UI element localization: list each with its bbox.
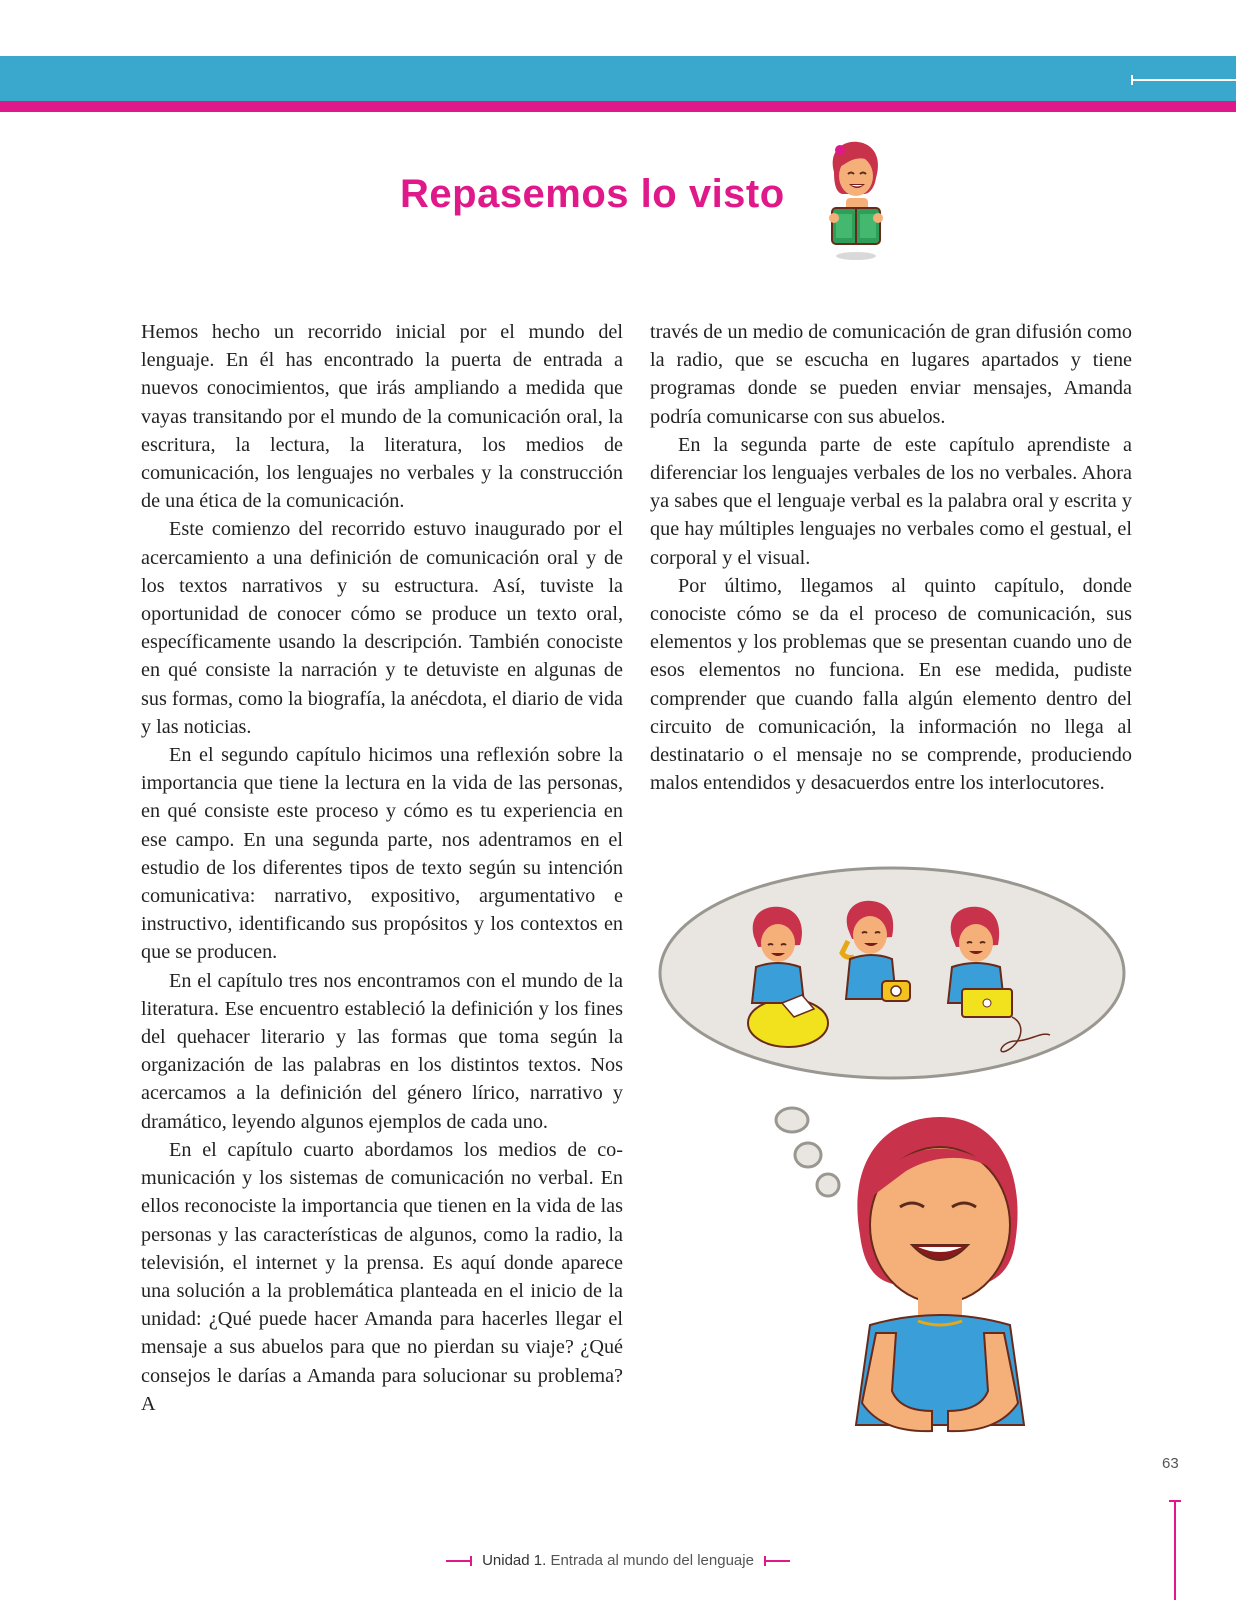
paragraph: Hemos hecho un recorrido inicial por el mundo del lenguaje. En él has encontrado la puerta de entrada a nuevos conocimientos, que irás ampliando a medida que vayas transitando por el mundo de la comunicación oral, la escritura, la lectura, la literatura, los medios de comunicación, los lenguajes no verbales y la construcción de una ética de la comunicación. [141,321,623,513]
footer-dash-right [764,1560,790,1562]
page-number: 63 [1162,1455,1179,1472]
reading-girl-icon [820,138,888,260]
left-text-column [141,318,623,1418]
thinking-girl-illustration [650,855,1140,1475]
paragraph: Por último, llegamos al quinto capítulo, donde conociste cómo se da el proceso de comunicación, sus elementos y los problemas que se presentan cuando uno de esos elementos no funciona. En ese medida, pudiste comprender que cuando falla algún elemento dentro del circuito de comunicación, la información no llega al destinatario o el mensaje no se comprende, produciendo malos entendidos y desacuerdos entre los interlocutores. [650,574,1132,795]
paragraph: En el segundo capítulo hicimos una reflexión sobre la importancia que tiene la lectura en la vida de las personas, en qué consiste este proceso y cómo es tu experiencia en ese campo. En una segunda parte, nos adentramos en el estudio de los diferentes tipos de texto según su intención comunicativa: narrativo, expositivo, argumentativo e instructivo, identificando sus propósitos y los contextos en que se producen. [141,744,623,964]
header-band-blue [0,56,1236,101]
footer-dash-left [446,1560,472,1562]
paragraph: Este comienzo del recorrido estuvo inaugurado por el acercamiento a una definición de comunicación oral y de los textos narrativos y su estructura. Así, tuviste la oportunidad de conocer cómo se produce un texto oral, específicamente usando la descripción. También conociste en qué consiste la narración y te detuviste en algunas de sus formas, como la biografía, la anécdota, el diario de vida y las noticias. [141,518,623,738]
footer-unit-label: Unidad 1. [482,1552,547,1569]
header-band-pink [0,101,1236,112]
page-number-rule [1174,1500,1176,1600]
page-footer [0,1552,1236,1569]
paragraph: través de un medio de comunicación de gran difusión como la radio, que se escucha en lugares apartados y tiene programas donde se pueden enviar mensajes, Amanda podría comunicarse con sus abuelos. [650,321,1132,428]
paragraph: En la segunda parte de este capítulo aprendiste a diferenciar los lenguajes verbales de los no verbales. Ahora ya sabes que el lenguaje verbal es la palabra oral y escrita y que hay múltiples lenguajes no verbales como el gestual, el corporal y el visual. [650,433,1132,569]
right-text-column [650,318,1132,797]
header-tick-mark [1131,79,1236,81]
paragraph: En el capítulo cuarto abordamos los medios de comunicación y los sistemas de comunicación no verbal. En ellos reconociste la importancia que tienen en la vida de las personas y las características de algunos, como la radio, la televisión, el internet y la prensa. Es aquí donde aparece una solución a la problemática planteada en el inicio de la unidad: ¿Qué puede hacer Amanda para hacerles llegar el mensaje a sus abuelos para que no pierdan su viaje? ¿Qué consejos le darías a Amanda para solucionar su problema? A [141,1138,623,1415]
paragraph: En el capítulo tres nos encontramos con el mundo de la literatura. Ese encuentro estableció la definición y los fines del quehacer literario y las formas que toma según la organización de las palabras en los distintos textos. Nos acercamos a la definición del género lírico, narrativo y dramático, leyendo algunos ejemplos de cada uno. [141,969,623,1133]
page-title: Repasemos lo visto [400,172,785,216]
footer-unit-title: Entrada al mundo del lenguaje [550,1552,754,1569]
girl-thinking-icon [856,1117,1024,1431]
